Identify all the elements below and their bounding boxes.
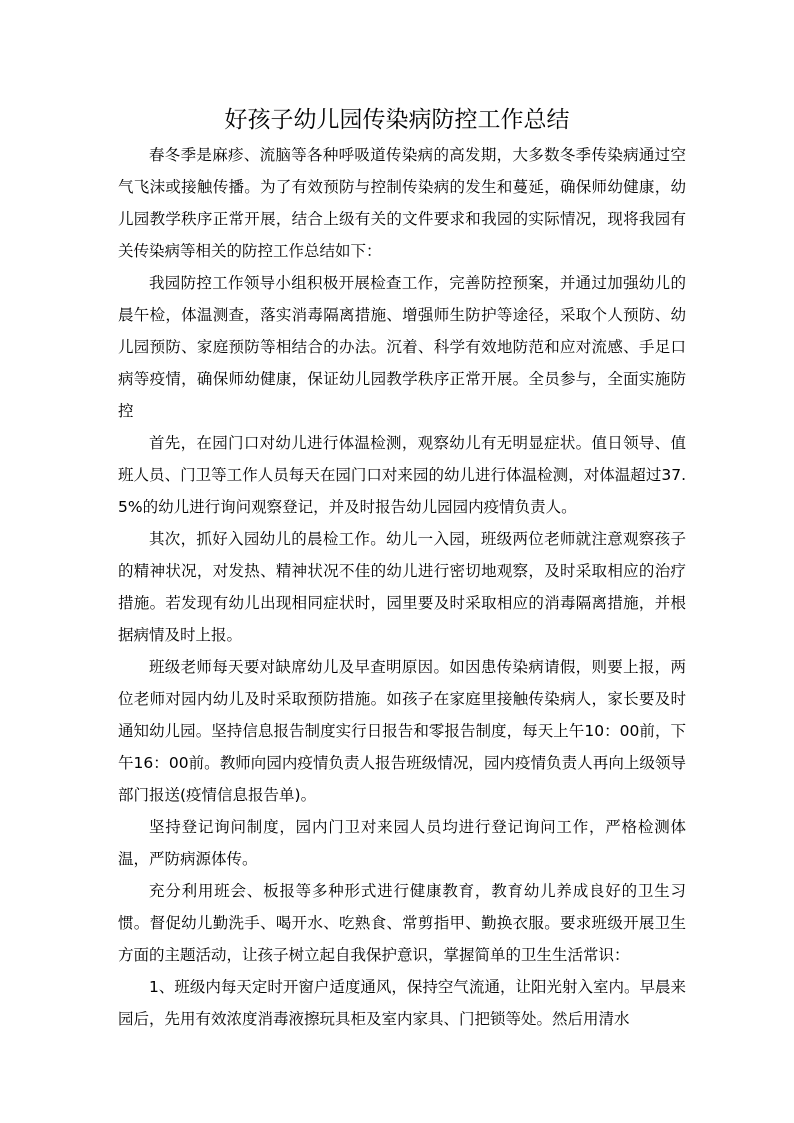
- paragraph-gate-check: 首先，在园门口对幼儿进行体温检测，观察幼儿有无明显症状。值日领导、值班人员、门卫等工作人员每天在园门口对来园的幼儿进行体温检测，对体温超过37.5%的幼儿进行询问观察登记，并及时报告幼儿园园内疫情负责人。: [118, 434, 686, 516]
- paragraph-registration: 坚持登记询问制度，园内门卫对来园人员均进行登记询问工作，严格检测体温，严防病源体传。: [118, 818, 686, 868]
- paragraph-health-education: 充分利用班会、板报等多种形式进行健康教育，教育幼儿养成良好的卫生习惯。督促幼儿勤洗手、喝开水、吃熟食、常剪指甲、勤换衣服。要求班级开展卫生方面的主题活动，让孩子树立起自我保护意识，掌握简单的卫生生活常识：: [118, 882, 686, 964]
- paragraph-intro: 春冬季是麻疹、流脑等各种呼吸道传染病的高发期，大多数冬季传染病通过空气飞沫或接触传播。为了有效预防与控制传染病的发生和蔓延，确保师幼健康，幼儿园教学秩序正常开展，结合上级有关的文件要求和我园的实际情况，现将我园有关传染病等相关的防控工作总结如下：: [118, 146, 686, 260]
- paragraph-ventilation: 1、班级内每天定时开窗户适度通风，保持空气流通，让阳光射入室内。早晨来园后，先用有效浓度消毒液擦玩具柜及室内家具、门把锁等处。然后用清水: [118, 978, 686, 1028]
- paragraph-leadership: 我园防控工作领导小组积极开展检查工作，完善防控预案，并通过加强幼儿的晨午检，体温测查，落实消毒隔离措施、增强师生防护等途径，采取个人预防、幼儿园预防、家庭预防等相结合的办法。沉着、科学有效地防范和应对流感、手足口病等疫情，确保师幼健康，保证幼儿园教学秩序正常开展。全员参与，全面实施防控: [118, 274, 686, 420]
- document-title: 好孩子幼儿园传染病防控工作总结: [224, 107, 570, 133]
- paragraph-morning-check: 其次，抓好入园幼儿的晨检工作。幼儿一入园，班级两位老师就注意观察孩子的精神状况，对发热、精神状况不佳的幼儿进行密切地观察，及时采取相应的治疗措施。若发现有幼儿出现相同症状时，园里要及时采取相应的消毒隔离措施，并根据病情及时上报。: [118, 530, 686, 644]
- document-body: [118, 139, 686, 1035]
- paragraph-absence-report: 班级老师每天要对缺席幼儿及早查明原因。如因患传染病请假，则要上报，两位老师对园内幼儿及时采取预防措施。如孩子在家庭里接触传染病人，家长要及时通知幼儿园。坚持信息报告制度实行日报告和零报告制度，每天上午10：00前，下午16：00前。教师向园内疫情负责人报告班级情况，园内疫情负责人再向上级领导部门报送(疫情信息报告单)。: [118, 658, 686, 804]
